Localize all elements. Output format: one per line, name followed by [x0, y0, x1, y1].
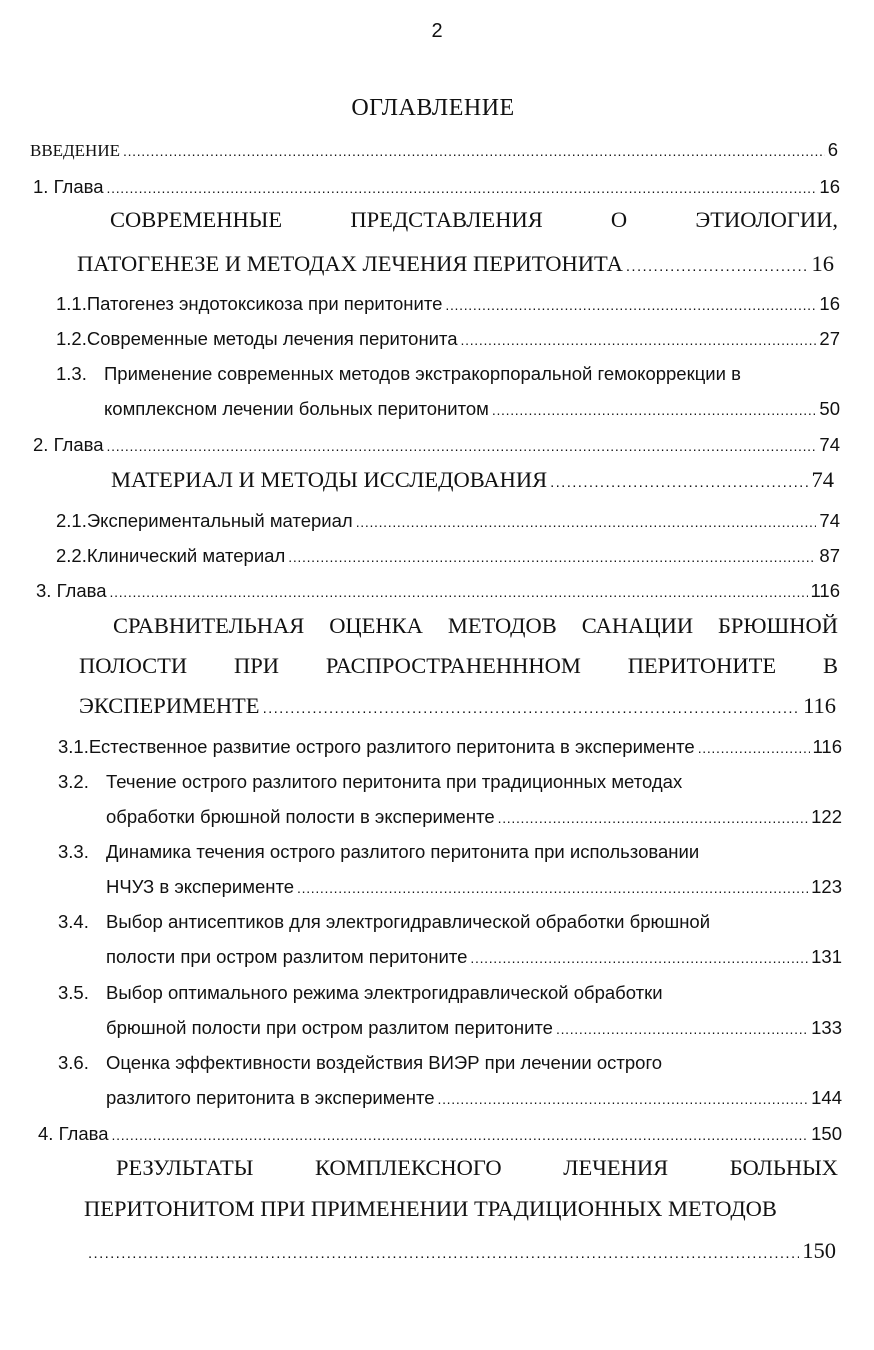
section-title: Динамика течения острого разлитого перитонита при использовании [106, 841, 700, 862]
chapter-3-heading-line-3 [79, 692, 836, 723]
toc-entry-chapter-4 [38, 1122, 842, 1147]
toc-page-number: 16 [819, 176, 840, 197]
section-number: 3.3. [58, 841, 89, 862]
toc-section-2-2 [56, 544, 840, 569]
toc-section-1-2 [56, 327, 840, 352]
toc-page-number: 74 [819, 434, 840, 455]
heading-word: СРАВНИТЕЛЬНАЯ [113, 613, 305, 638]
toc-entry-label: 1. Глава [33, 176, 104, 197]
dot-leader [498, 805, 809, 830]
dot-leader [110, 579, 808, 604]
section-title-continued: обработки брюшной полости в эксперименте [106, 806, 495, 827]
toc-page-number: 16 [819, 293, 840, 314]
toc-section-3-4-line-1 [58, 910, 710, 934]
toc-section-3-1 [58, 735, 842, 760]
toc-page-number: 150 [802, 1238, 836, 1263]
chapter-4-heading-line-2: ПЕРИТОНИТОМ ПРИ ПРИМЕНЕНИИ ТРАДИЦИОННЫХ МЕТОДОВ [84, 1196, 777, 1221]
toc-section-3-4-line-2 [106, 945, 842, 970]
section-title: Выбор антисептиков для электрогидравлической обработки брюшной [106, 911, 711, 932]
toc-page-number: 16 [811, 251, 834, 276]
toc-section-3-5-line-2 [106, 1016, 842, 1041]
toc-section-1-3-line-2 [104, 397, 840, 422]
page-title: ОГЛАВЛЕНИЕ [351, 95, 515, 121]
chapter-3-heading-line-1 [113, 612, 838, 640]
toc-section-3-2-line-1 [58, 770, 682, 794]
dot-leader [123, 138, 825, 163]
section-number: 3.1. [58, 736, 89, 757]
toc-entry-label: 3. Глава [36, 580, 107, 601]
chapter-3-heading-line-2 [79, 652, 838, 680]
dot-leader [297, 875, 808, 900]
toc-page-number: 131 [811, 946, 842, 967]
heading-word: ПОЛОСТИ [79, 653, 188, 678]
toc-page-number: 116 [810, 580, 840, 601]
toc-page-number: 133 [811, 1017, 842, 1038]
dot-leader [112, 1122, 809, 1147]
dot-leader [698, 735, 810, 760]
toc-page-number: 6 [827, 139, 838, 160]
toc-page-number: 116 [812, 736, 842, 757]
section-title-continued: НЧУЗ в эксперименте [106, 876, 295, 897]
section-title: Оценка эффективности воздействия ВИЭР при лечении острого [106, 1052, 663, 1073]
dot-leader [492, 397, 817, 422]
toc-page-number: 50 [819, 398, 840, 419]
section-title: Естественное развитие острого разлитого перитонита в эксперименте [88, 736, 695, 757]
section-number: 3.4. [58, 911, 89, 932]
section-number: 1.1. [56, 293, 87, 314]
dot-leader [263, 692, 801, 723]
dot-leader [438, 1086, 809, 1111]
chapter-1-heading-line-1 [110, 206, 838, 234]
heading-word: ПРЕДСТАВЛЕНИЯ [350, 207, 543, 232]
section-number: 3.2. [58, 771, 89, 792]
heading-word: МЕТОДОВ [447, 613, 557, 638]
section-title: Патогенез эндотоксикоза при перитоните [86, 293, 443, 314]
chapter-1-heading-line-2 [77, 250, 834, 281]
dot-leader [461, 327, 817, 352]
section-title: Экспериментальный материал [86, 510, 353, 531]
section-number: 3.6. [58, 1052, 89, 1073]
dot-leader [88, 1237, 799, 1268]
toc-entry-chapter-1 [33, 175, 840, 200]
toc-page-number: 144 [811, 1087, 842, 1108]
dot-leader [556, 1016, 808, 1041]
toc-entry-label: ВВЕДЕНИЕ [30, 141, 120, 160]
dot-leader [288, 544, 816, 569]
dot-leader [445, 292, 816, 317]
toc-section-1-1 [56, 292, 840, 317]
chapter-2-heading [111, 466, 834, 497]
heading-word: БРЮШНОЙ [717, 613, 838, 638]
heading-word: ЭТИОЛОГИИ, [695, 207, 838, 232]
heading-word: САНАЦИИ [581, 613, 694, 638]
toc-section-3-6-line-1 [58, 1051, 662, 1075]
chapter-4-heading-line-3 [88, 1237, 836, 1268]
section-number: 3.5. [58, 982, 89, 1003]
toc-section-3-6-line-2 [106, 1086, 842, 1111]
toc-entry-chapter-2 [33, 433, 840, 458]
dot-leader [107, 433, 817, 458]
toc-page-number: 87 [819, 545, 840, 566]
chapter-4-heading-line-1 [116, 1154, 838, 1182]
heading-word: О [610, 207, 628, 232]
dot-leader [550, 466, 808, 497]
toc-page-number: 74 [811, 467, 834, 492]
heading-word: В [822, 653, 838, 678]
toc-section-3-3-line-1 [58, 840, 699, 864]
toc-entry-chapter-3 [36, 579, 840, 604]
toc-section-3-5-line-1 [58, 981, 663, 1005]
heading-text: ПАТОГЕНЕЗЕ И МЕТОДАХ ЛЕЧЕНИЯ ПЕРИТОНИТА [77, 251, 623, 276]
section-title: Применение современных методов экстракорпоральной гемокоррекции в [104, 363, 741, 384]
toc-page-number: 74 [819, 510, 840, 531]
toc-entry-label: 4. Глава [38, 1123, 109, 1144]
heading-text: МАТЕРИАЛ И МЕТОДЫ ИССЛЕДОВАНИЯ [111, 467, 548, 492]
heading-text: ЭКСПЕРИМЕНТЕ [79, 693, 260, 718]
toc-page-number: 122 [811, 806, 842, 827]
heading-word: ЛЕЧЕНИЯ [563, 1155, 669, 1180]
dot-leader [470, 945, 808, 970]
heading-word: БОЛЬНЫХ [729, 1155, 838, 1180]
toc-section-2-1 [56, 509, 840, 534]
heading-word: ОЦЕНКА [329, 613, 423, 638]
section-title-continued: комплексном лечении больных перитонитом [104, 398, 489, 419]
heading-word: ПЕРИТОНИТЕ [627, 653, 777, 678]
page-number: 2 [431, 20, 443, 42]
toc-page-number: 27 [819, 328, 840, 349]
heading-word: РАСПРОСТРАНЕНННОМ [325, 653, 581, 678]
section-title: Современные методы лечения перитонита [86, 328, 458, 349]
section-number: 1.3. [56, 363, 87, 384]
section-title: Течение острого разлитого перитонита при традиционных методах [106, 771, 683, 792]
heading-word: РЕЗУЛЬТАТЫ [116, 1155, 254, 1180]
section-title-continued: брюшной полости при остром разлитом перитоните [106, 1017, 553, 1038]
section-title: Выбор оптимального режима электрогидравлической обработки [106, 982, 663, 1003]
heading-word: ПРИ [234, 653, 280, 678]
section-title-continued: полости при остром разлитом перитоните [106, 946, 468, 967]
toc-section-1-3-line-1 [56, 362, 741, 386]
section-title-continued: разлитого перитонита в эксперименте [106, 1087, 435, 1108]
section-title: Клинический материал [86, 545, 286, 566]
section-number: 1.2. [56, 328, 87, 349]
dot-leader [107, 175, 817, 200]
heading-word: КОМПЛЕКСНОГО [315, 1155, 502, 1180]
section-number: 2.1. [56, 510, 87, 531]
toc-section-3-2-line-2 [106, 805, 842, 830]
toc-page-number: 116 [803, 693, 836, 718]
toc-page-number: 123 [811, 876, 842, 897]
dot-leader [626, 250, 809, 281]
dot-leader [356, 509, 817, 534]
heading-word: СОВРЕМЕННЫЕ [110, 207, 283, 232]
toc-entry-label: 2. Глава [33, 434, 104, 455]
toc-page-number: 150 [811, 1123, 842, 1144]
toc-entry-intro [30, 138, 838, 163]
section-number: 2.2. [56, 545, 87, 566]
toc-section-3-3-line-2 [106, 875, 842, 900]
